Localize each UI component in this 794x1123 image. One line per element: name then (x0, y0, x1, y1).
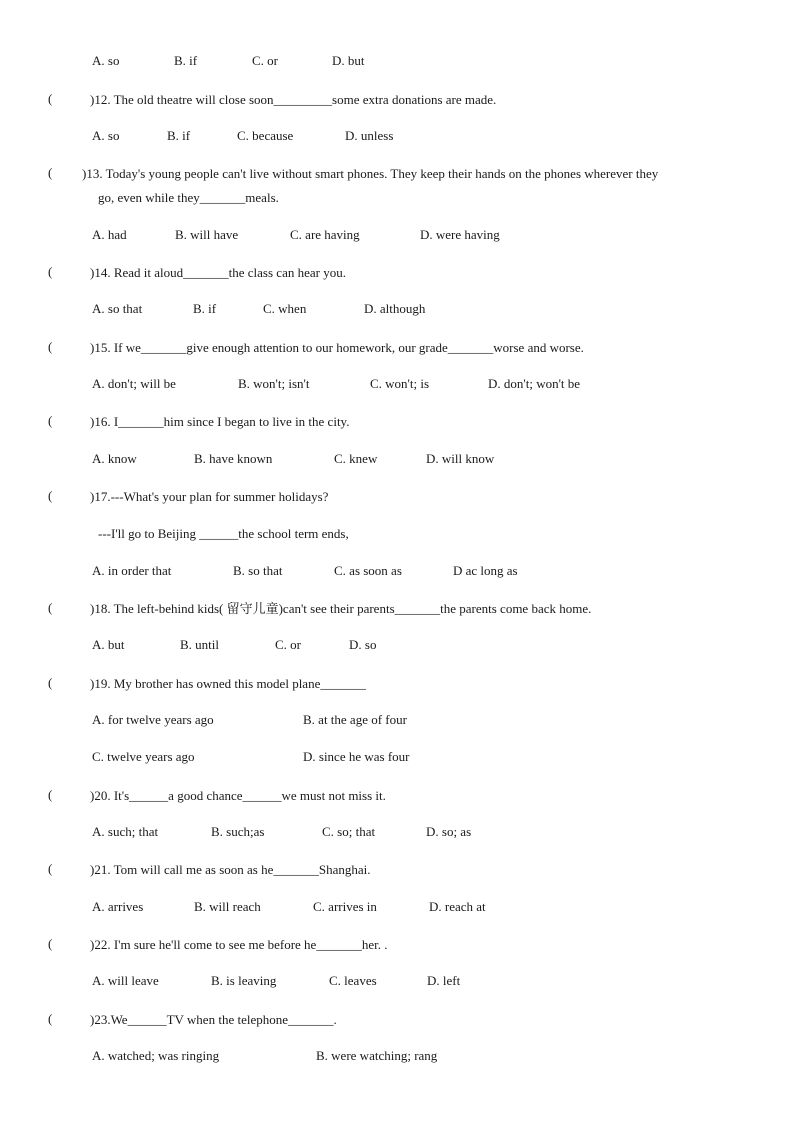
answer-bracket: ( (48, 787, 53, 802)
question-stem: )23.We______TV when the telephone_______. (90, 1012, 337, 1027)
option-b: B. until (180, 637, 220, 652)
option-a: A. so that (92, 301, 143, 316)
question-stem: )17.---What's your plan for summer holidays? (90, 489, 329, 504)
option-c: C. leaves (329, 973, 377, 988)
option-a: A. in order that (92, 563, 172, 578)
option-a: A. had (92, 227, 127, 242)
answer-bracket: ( (48, 91, 53, 106)
option-a: A. will leave (92, 973, 159, 988)
option-d: D. although (364, 301, 426, 316)
option-c: C. because (237, 128, 294, 143)
answer-bracket: ( (48, 413, 53, 428)
option-d: D. so (349, 637, 377, 652)
option-d: D. but (332, 53, 365, 68)
question-stem: )20. It's______a good chance______we must not miss it. (90, 788, 386, 803)
option-b: B. won't; isn't (238, 376, 310, 391)
question-stem: )15. If we_______give enough attention to our homework, our grade_______worse and worse. (90, 340, 584, 355)
option-a: A. don't; will be (92, 376, 176, 391)
option-b: B. if (174, 53, 198, 68)
answer-bracket: ( (48, 861, 53, 876)
option-a: A. but (92, 637, 125, 652)
question-stem: )19. My brother has owned this model plane_______ (90, 676, 366, 691)
option-d: D. so; as (426, 824, 472, 839)
option-b: B. will reach (194, 899, 261, 914)
question-stem: )16. I_______him since I began to live in the city. (90, 414, 350, 429)
answer-bracket: ( (48, 1011, 53, 1026)
option-c: C. won't; is (370, 376, 430, 391)
option-a: A. watched; was ringing (92, 1048, 220, 1063)
option-b: B. is leaving (211, 973, 277, 988)
option-b: B. such;as (211, 824, 265, 839)
option-a: A. arrives (92, 899, 144, 914)
option-a: A. know (92, 451, 137, 466)
question-stem: )14. Read it aloud_______the class can hear you. (90, 265, 346, 280)
option-d: D. reach at (429, 899, 486, 914)
answer-bracket: ( (48, 264, 53, 279)
option-b: B. will have (175, 227, 239, 242)
option-d: D. left (427, 973, 461, 988)
option-a: A. for twelve years ago (92, 712, 214, 727)
option-b: B. if (167, 128, 191, 143)
option-d: D. were having (420, 227, 500, 242)
option-d: D. since he was four (303, 749, 410, 764)
question-stem: )12. The old theatre will close soon_________some extra donations are made. (90, 92, 497, 107)
option-d: D. will know (426, 451, 495, 466)
option-b: B. at the age of four (303, 712, 407, 727)
answer-bracket: ( (48, 488, 53, 503)
option-d: D ac long as (453, 563, 518, 578)
question-stem-continued: go, even while they_______meals. (98, 190, 279, 205)
answer-bracket: ( (48, 165, 53, 180)
question-stem-continued: ---I'll go to Beijing ______the school term ends, (98, 526, 349, 541)
answer-bracket: ( (48, 339, 53, 354)
question-stem: )18. The left-behind kids( 留守儿童)can't see their parents_______the parents come back home. (90, 601, 592, 616)
option-c: C. or (275, 637, 301, 652)
answer-bracket: ( (48, 675, 53, 690)
option-c: C. are having (290, 227, 360, 242)
option-d: D. unless (345, 128, 394, 143)
option-c: C. or (252, 53, 278, 68)
option-a: A. so (92, 53, 120, 68)
option-b: B. were watching; rang (316, 1048, 438, 1063)
option-b: B. have known (194, 451, 273, 466)
option-a: A. such; that (92, 824, 159, 839)
option-c: C. arrives in (313, 899, 377, 914)
question-stem: )22. I'm sure he'll come to see me before he_______her. . (90, 937, 388, 952)
question-stem: )13. Today's young people can't live without smart phones. They keep their hands on the phones wherever they (82, 166, 659, 181)
answer-bracket: ( (48, 600, 53, 615)
option-c: C. as soon as (334, 563, 402, 578)
answer-bracket: ( (48, 936, 53, 951)
option-a: A. so (92, 128, 120, 143)
option-c: C. twelve years ago (92, 749, 195, 764)
option-c: C. so; that (322, 824, 376, 839)
option-b: B. if (193, 301, 217, 316)
question-stem: )21. Tom will call me as soon as he_______Shanghai. (90, 862, 371, 877)
option-c: C. when (263, 301, 307, 316)
option-c: C. knew (334, 451, 378, 466)
option-b: B. so that (233, 563, 283, 578)
option-d: D. don't; won't be (488, 376, 581, 391)
